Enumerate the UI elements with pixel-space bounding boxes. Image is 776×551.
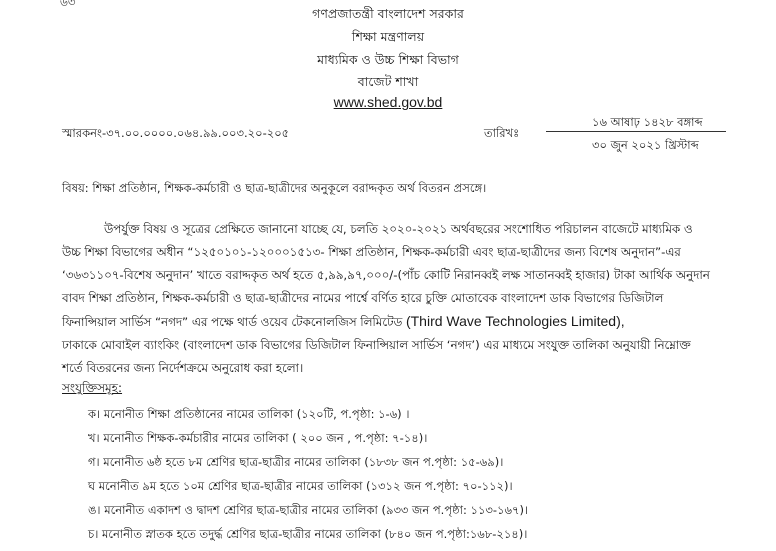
subject-line: বিষয়: শিক্ষা প্রতিষ্ঠান, শিক্ষক-কর্মচারী ও ছাত্র-ছাত্রীদের অনুকূলে বরাদ্দকৃত অর্থ বিতরন প্রসঙ্গে। [62, 181, 487, 195]
body-line: উপর্যুক্ত বিষয় ও সূত্রের প্রেক্ষিতে জানানো যাচ্ছে যে, চলতি ২০২০-২০২১ অর্থবছরের সংশোধিত পরিচালন বাজেটে মাধ্যমিক ও [104, 222, 693, 236]
attachments-list [88, 402, 528, 546]
date-gregorian: ৩০ জুন ২০২১ খ্রিস্টাব্দ [592, 138, 699, 152]
body-line: ‘৩৬৩১১০৭-বিশেষ অনুদান’ খাতে বরাদ্দকৃত অর্থ হতে ৫,৯৯,৯৭,০০০/-(পাঁচ কোটি নিরানব্বই লক্ষ সাতানব্বই হাজার) টাকা আর্থিক অনুদান [62, 268, 710, 282]
body-line-with-company [62, 310, 730, 334]
ministry-title: শিক্ষা মন্ত্রণালয় [351, 29, 425, 44]
website-link[interactable] [0, 94, 776, 110]
attachment-item: ঘ মনোনীত ৯ম হতে ১০ম শ্রেণির ছাত্র-ছাত্রীর নামের তালিকা (১৩১২ জন প.পৃষ্ঠা: ৭০-১১২)। [88, 479, 513, 493]
branch-title: বাজেট শাখা [357, 74, 419, 89]
division-title: মাধ্যমিক ও উচ্চ শিক্ষা বিভাগ [317, 52, 459, 67]
body-paragraph [62, 218, 730, 380]
attachment-item: গ। মনোনীত ৬ষ্ঠ হতে ৮ম শ্রেণির ছাত্র-ছাত্রীর নামের তালিকা (১৮৩৮ জন প.পৃষ্ঠা: ১৫-৬৯)। [88, 455, 504, 469]
memo-reference: স্মারকনং-৩৭.০০.০০০০.০৬৪.৯৯.০০৩.২০-২০৫ [62, 126, 290, 140]
attachment-item: চ। মনোনীত স্নাতক হতে তদুর্দ্ধ শ্রেণির ছাত্র-ছাত্রীর নামের তালিকা (৮৪০ জন প.পৃষ্ঠা:১৬৮-২১৪)। [88, 527, 528, 541]
attachment-item: ক। মনোনীত শিক্ষা প্রতিষ্ঠানের নামের তালিকা (১২০টি, প.পৃষ্ঠা: ১-৬) । [88, 407, 410, 421]
date-bangla: ১৬ আষাঢ় ১৪২৮ বঙ্গাব্দ [592, 115, 703, 129]
attachment-item: খ। মনোনীত শিক্ষক-কর্মচারীর নামের তালিকা ( ২০০ জন , প.পৃষ্ঠা: ৭-১৪)। [88, 431, 428, 445]
body-line: উচ্চ শিক্ষা বিভাগের অধীন “১২৫০১০১-১২০০০১৫১৩- শিক্ষা প্রতিষ্ঠান, শিক্ষক-কর্মচারী এবং ছাত্র-ছাত্রীদের জন্য বিশেষ অনুদান”-এর [62, 245, 681, 259]
date-divider [546, 131, 726, 132]
website-text[interactable]: www.shed.gov.bd [333, 94, 443, 110]
attachments-title: সংযুক্তিসমূহ: [62, 381, 123, 395]
corner-mark: ৬৩ [60, 0, 76, 9]
government-title: গণপ্রজাতন্ত্রী বাংলাদেশ সরকার [312, 6, 464, 21]
body-line: শর্তে বিতরনের জন্য নির্দেশক্রমে অনুরোধ করা হলো। [62, 361, 304, 375]
body-line: ঢাকাকে মোবাইল ব্যাংকিং (বাংলাদেশ ডাক বিভাগের ডিজিটাল ফিনান্সিয়াল সার্ভিস ‘নগদ’) এর মাধ্যমে সংযুক্ত তালিকা অনুযায়ী নিম্নোক্ত [62, 338, 691, 352]
company-name-english: (Third Wave Technologies Limited), [405, 313, 625, 329]
body-line-text: ফিনান্সিয়াল সার্ভিস “নগদ” এর পক্ষে থার্ড ওয়েব টেকনোলজিস লিমিটেড [62, 315, 403, 329]
body-line: বাবদ শিক্ষা প্রতিষ্ঠান, শিক্ষক-কর্মচারী ও ছাত্র-ছাত্রীদের নামের পার্শ্বে বর্ণিত হারে চুক্তি মোতাবেক বাংলাদেশ ডাক বিভাগের ডিজিটাল [62, 291, 664, 305]
date-label: তারিখঃ [484, 126, 520, 140]
attachment-item: ঙ। মনোনীত একাদশ ও দ্বাদশ শ্রেণির ছাত্র-ছাত্রীর নামের তালিকা (৯৩৩ জন প.পৃষ্ঠা: ১১৩-১৬৭)। [88, 503, 529, 517]
